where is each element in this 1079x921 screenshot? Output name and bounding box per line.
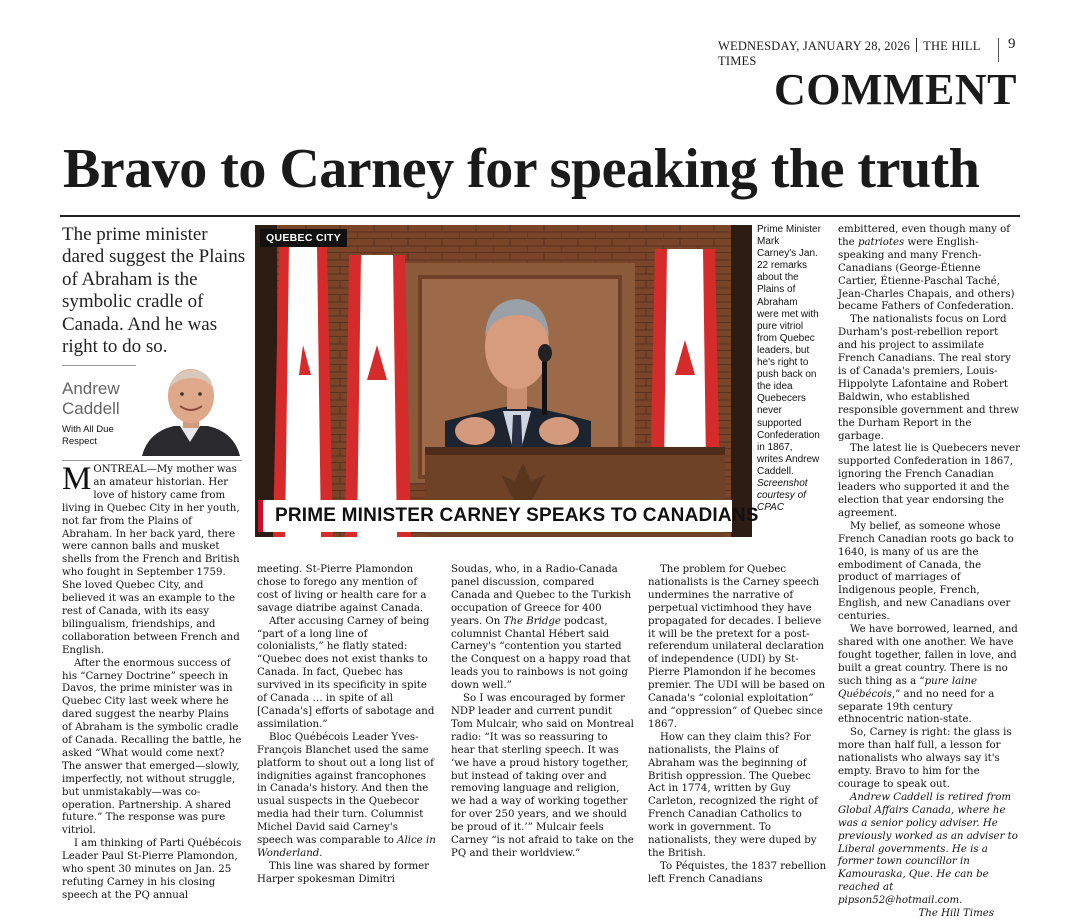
column-name: With All Due Respect (62, 424, 114, 448)
paragraph: I am thinking of Parti Québécois Leader Paul St-Pierre Plamondon, who spent 30 minutes on Jan. 25 refuting Carney in his closing speech at the PQ annual (62, 838, 242, 901)
author-name: Andrew Caddell (62, 379, 120, 419)
paragraph: We have borrowed, learned, and shared with one another. We have fought together, fallen in love, and built a great country. There is no such thing as a “ (838, 624, 1018, 687)
paragraph: meeting. St-Pierre Plamondon chose to forego any mention of cost of living or health care for a savage diatribe against Canada. (257, 564, 427, 614)
paragraph: Soudas, who, in a Radio-Canada panel discussion, compared Canada and Quebec to the Turkish occupation of Greece for 400 years. On (451, 564, 632, 627)
paragraph: Bloc Québécois Leader Yves-François Blanchet used the same platform to shout out a long list of indignities against francophones in Canada's history. And then the usual suspects in the Quebecor media had their turn. Columnist Michel David said Carney's speech was comparable to (257, 731, 434, 847)
section-title: COMMENT (773, 65, 1017, 114)
author-bio: Andrew Caddell is retired from Global Affairs Canada, where he was a senior policy adviser. He previously worked as an adviser to Liberal governments. He is a former town councillor in Kamouraska, Que. He can be reached at pipson52@hotmail.com. (838, 791, 1018, 907)
body-column-5 (838, 224, 1020, 921)
paragraph: ,” and no need for a separate 19th century ethnocentric nation-state. (838, 688, 995, 726)
folio-date: WEDNESDAY, JANUARY 28, 2026 (718, 39, 911, 53)
paragraph: embittered, even though many of the (838, 224, 1011, 248)
photo-caption (757, 224, 821, 514)
paragraph: The nationalists focus on Lord Durham's post-rebellion report and his project to assimilate French Canadians. The real story is of Canada's premiers, Louis-Hippolyte Lafontaine and Robert Baldwin, who established responsible government and threw the Durham Report in the garbage. (838, 314, 1019, 442)
paragraph: My belief, as someone whose French Canadian roots go back to 1640, is many of us are the embodiment of Canada, the product of marriages of Indigenous people, French, English, and new Canadians over centuries. (838, 520, 1014, 623)
italic-term: pure laine Québécois (838, 675, 977, 700)
paragraph: —My mother was an amateur historian. Her love of history came from living in Quebec City in her youth, not far from the Plains of Abraham. In her back yard, there were cannon balls and musket shells from the French and British who fought in September 1759. She loved Quebec City, and believed it was an example to the rest of Canada, with its easy bilingualism, friendships, and collaboration between French and English. (62, 464, 240, 656)
body-column-1 (62, 461, 242, 903)
dateline: ONTREAL (93, 464, 147, 475)
paragraph: podcast, columnist Chantal Hébert said Carney's “contention you started the Conquest on a happy road that leads you to rainbows is not going down well.” (451, 615, 631, 692)
paragraph: The latest lie is Quebecers never supported Confederation in 1867, ignoring the French Canadian leaders who supported it and the election that year endorsing the agreement. (838, 443, 1020, 519)
headline: Bravo to Carney for speaking the truth (63, 138, 980, 200)
deck: The prime minister dared suggest the Plains of Abraham is the symbolic cradle of Canada. And he was right to do so. (62, 224, 246, 358)
folio-rule (998, 38, 999, 62)
paragraph: The problem for Quebec nationalists is the Carney speech undermines the narrative of perpetual victimhood they have propagated for decades. I believe it will be the pretext for a post-referendum unilateral declaration of independence (UDI) by St-Pierre Plamondon if he becomes premier. The UDI will be based on Canada's “colonial exploitation” and “oppression” of Quebec since 1867. (648, 564, 826, 730)
paragraph: After the enormous success of his “Carney Doctrine” speech in Davos, the prime minister was in Quebec City last week where he dared suggest the nearby Plains of Abraham is the symbolic cradle of Canada. Recalling the battle, he asked “What would come next? The answer that emerged—slowly, imperfectly, not without struggle, but unmistakably—was co-operation. Partnership. A shared future.” The response was pure vitriol. (62, 657, 242, 837)
paragraph: This line was shared by former Harper spokesman Dimitri (257, 860, 430, 885)
location-tag: QUEBEC CITY (260, 229, 347, 247)
chyron-text: PRIME MINISTER CARNEY SPEAKS TO CANADIANS (275, 505, 759, 526)
body-column-2 (257, 564, 437, 887)
broadcast-chyron (258, 500, 759, 532)
paragraph: So, Carney is right: the glass is more than half full, a lesson for nationalists who always say it's empty. Bravo to him for the courage to speak out. (838, 727, 1012, 790)
body-column-3 (451, 564, 634, 861)
paragraph: To Péquistes, the 1837 rebellion left French Canadians (648, 860, 827, 885)
paragraph: How can they claim this? For nationalists, the Plains of Abraham was the beginning of British oppression. The Quebec Act in 1774, written by Guy Carleton, recognized the right of French Canadian Catholics to work in government. To nationalists, they were duped by the British. (648, 731, 818, 859)
page-number: 9 (1008, 36, 1016, 52)
italic-title: Alice in Wonderland. (257, 835, 436, 859)
italic-term: patriotes (857, 236, 905, 248)
drop-cap: M (62, 461, 92, 497)
italic-title: The Bridge (503, 615, 561, 627)
paragraph: were English-speaking and many French-Canadians (George-Étienne Cartier, Étienne-Paschal Taché, Jean-Charles Chapais, and others) became Fathers of Confederation. (838, 236, 1015, 313)
headline-rule (60, 215, 1020, 217)
signoff: The Hill Times (918, 908, 994, 920)
caption-text: Prime Minister Mark Carney's Jan. 22 remarks about the Plains of Abraham were met with pure vitriol from Quebec leaders, but he's right to push back on the idea Quebecers never supported Confederation in 1867, writes Andrew Caddell. (757, 224, 821, 477)
paragraph: So I was encouraged by former NDP leader and current pundit Tom Mulcair, who said on Montreal radio: “It was so reassuring to hear that sterling speech. It was ‘we have a proud history together, but instead of taking over and removing language and religion, we had a way of working together for over 250 years, and we should be proud of it.’” Mulcair feels Carney “is not afraid to take on the PQ and their worldview.” (451, 693, 634, 859)
body-column-4 (648, 564, 828, 887)
folio-divider (916, 38, 917, 52)
lead-photo (255, 225, 759, 537)
photo-credit: Screenshot courtesy of CPAC (757, 477, 808, 514)
paragraph: After accusing Carney of being “part of a long line of colonialists,” he flatly stated: “Quebec does not exist thanks to Canada. In fact, Quebec has survived in its specificity in spite of Canada … in spite of all [Canada's] efforts of sabotage and assimilation.” (257, 615, 435, 730)
folio-paper: THE HILL TIMES (718, 39, 981, 68)
author-photo (136, 360, 242, 456)
